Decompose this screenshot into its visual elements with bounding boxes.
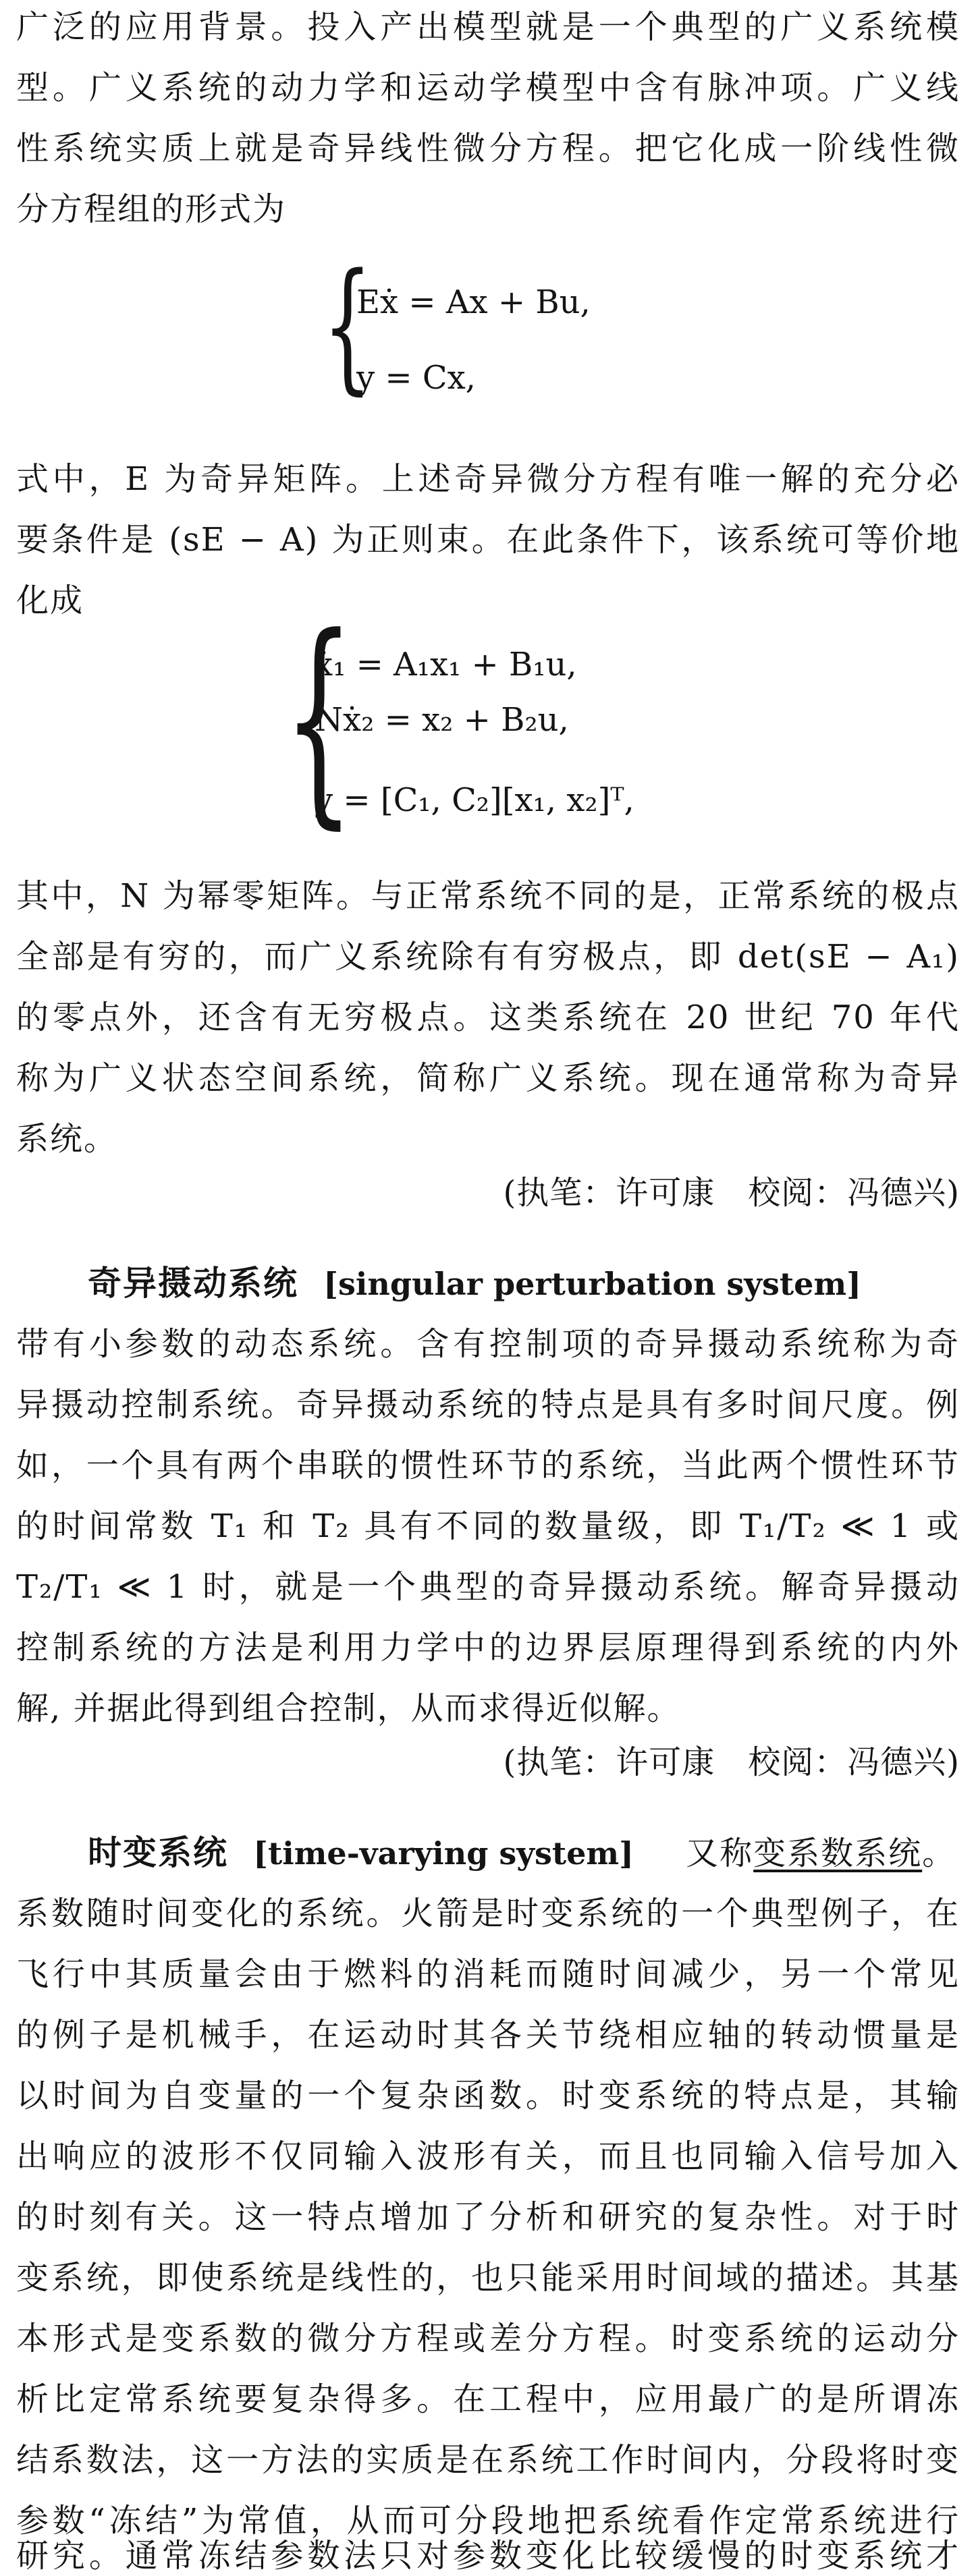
text-line: T₂/T₁ ≪ 1 时，就是一个典型的奇异摄动系统。解奇异摄动	[16, 1568, 960, 1606]
equation-row: Nẋ₂ = x₂ + B₂u,	[315, 701, 569, 739]
entry-title-en: [time-varying system]	[253, 1835, 634, 1872]
text-line: 带有小参数的动态系统。含有控制项的奇异摄动系统称为奇	[16, 1325, 960, 1363]
entry-title-en: [singular perturbation system]	[323, 1266, 861, 1302]
equation-row: y = [C₁, C₂][x₁, x₂]ᵀ,	[315, 781, 634, 819]
text-line: 研究。通常冻结参数法只对参数变化比较缓慢的时变系统才	[16, 2537, 960, 2575]
text-line: 控制系统的方法是利用力学中的边界层原理得到系统的内外	[16, 1629, 960, 1667]
text-line: 性系统实质上就是奇异线性微分方程。把它化成一阶线性微	[16, 130, 960, 167]
text-line: 化成	[16, 582, 84, 619]
cross-reference-link[interactable]: 变系数系统	[753, 1835, 923, 1872]
author-credit: (执笔：许可康 校阅：冯德兴)	[503, 1743, 960, 1781]
text-line: 式中，E 为奇异矩阵。上述奇异微分方程有唯一解的充分必	[16, 460, 960, 498]
text-line: 如，一个具有两个串联的惯性环节的系统，当此两个惯性环节	[16, 1447, 960, 1484]
equation-row: y = Cx,	[356, 359, 476, 397]
text-line: 称为广义状态空间系统，简称广义系统。现在通常称为奇异	[16, 1059, 960, 1097]
text-line: 的例子是机械手，在运动时其各关节绕相应轴的转动惯量是	[16, 2016, 960, 2054]
alias-prefix: 又称	[686, 1835, 754, 1872]
text-line: 的零点外，还含有无穷极点。这类系统在 20 世纪 70 年代	[16, 999, 960, 1036]
text-line: 的时间常数 T₁ 和 T₂ 具有不同的数量级，即 T₁/T₂ ≪ 1 或	[16, 1507, 960, 1545]
text-line: 本形式是变系数的微分方程或差分方程。时变系统的运动分	[16, 2320, 960, 2357]
left-brace: {	[323, 243, 373, 408]
text-line: 型。广义系统的动力学和运动学模型中含有脉冲项。广义线	[16, 69, 960, 107]
text-line: 系统。	[16, 1120, 118, 1158]
text-line: 飞行中其质量会由于燃料的消耗而随时间减少，另一个常见	[16, 1955, 960, 1993]
text-line: 其中，N 为幂零矩阵。与正常系统不同的是，正常系统的极点	[16, 877, 960, 915]
text-line: 以时间为自变量的一个复杂函数。时变系统的特点是，其输	[16, 2077, 960, 2115]
author-credit: (执笔：许可康 校阅：冯德兴)	[503, 1174, 960, 1212]
entry-heading	[88, 1832, 956, 1874]
text-line: 要条件是 (sE − A) 为正则束。在此条件下，该系统可等价地	[16, 521, 960, 559]
text-line: 的时刻有关。这一特点增加了分析和研究的复杂性。对于时	[16, 2198, 960, 2236]
equation-row: ẋ₁ = A₁x₁ + B₁u,	[315, 646, 577, 683]
text-line: 变系统，即使系统是线性的，也只能采用时间域的描述。其基	[16, 2259, 960, 2297]
alias-suffix: 。	[922, 1835, 956, 1872]
text-line: 析比定常系统要复杂得多。在工程中，应用最广的是所谓冻	[16, 2380, 960, 2418]
entry-title-cn: 时变系统	[88, 1833, 228, 1872]
text-line: 广泛的应用背景。投入产出模型就是一个典型的广义系统模	[16, 8, 960, 46]
entry-heading	[88, 1263, 861, 1304]
text-line: 结系数法，这一方法的实质是在系统工作时间内，分段将时变	[16, 2441, 960, 2479]
text-line: 参数“冻结”为常值，从而可分段地把系统看作定常系统进行	[16, 2502, 960, 2540]
text-line: 全部是有穷的，而广义系统除有有穷极点，即 det(sE − A₁)	[16, 938, 960, 976]
entry-title-cn: 奇异摄动系统	[88, 1264, 298, 1303]
left-brace: {	[283, 589, 354, 848]
text-line: 系数随时间变化的系统。火箭是时变系统的一个典型例子，在	[16, 1895, 960, 1932]
text-line: 解, 并据此得到组合控制，从而求得近似解。	[16, 1689, 681, 1727]
text-line: 分方程组的形式为	[16, 190, 287, 228]
text-line: 异摄动控制系统。奇异摄动系统的特点是具有多时间尺度。例	[16, 1386, 960, 1424]
equation-row: Eẋ = Ax + Bu,	[356, 283, 591, 321]
text-line: 出响应的波形不仅同输入波形有关，而且也同输入信号加入	[16, 2137, 960, 2175]
